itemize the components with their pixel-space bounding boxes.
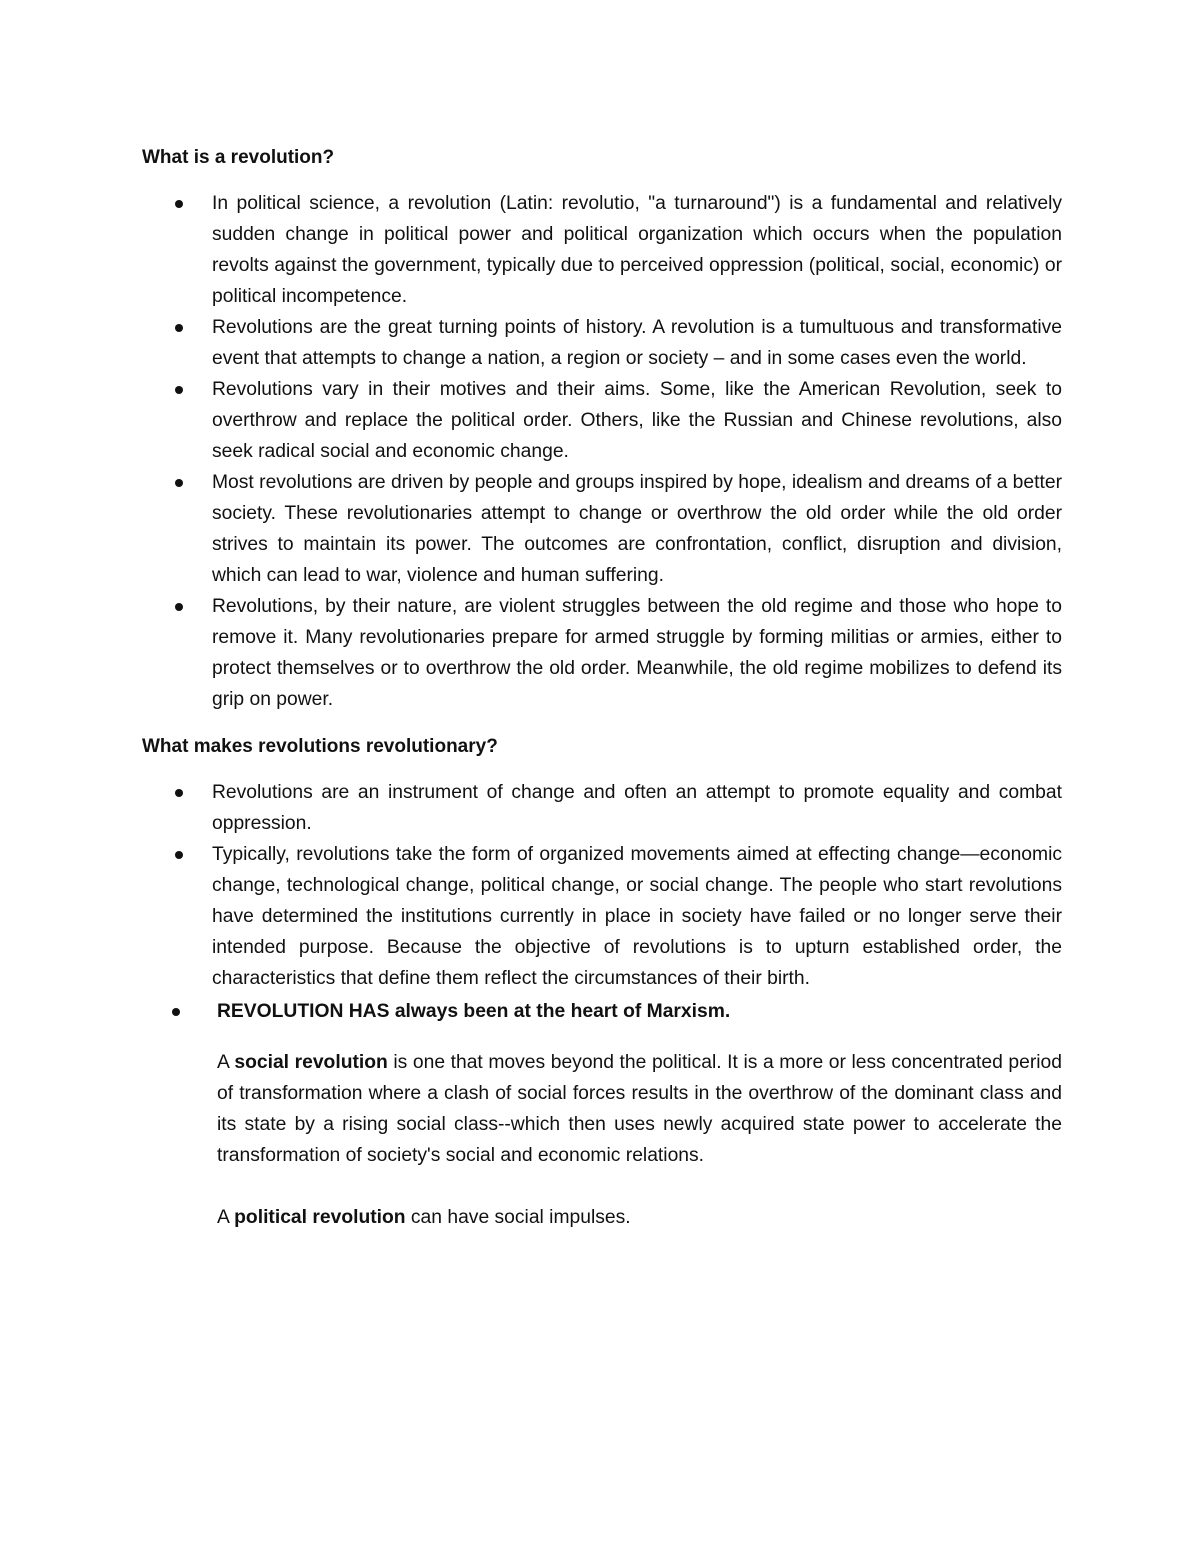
paragraph-body: is one that moves beyond the political. It is a more or less concentrated period of transformation where a clash of social forces results in the overthrow of the dominant class and its state by a rising social class--which then uses newly acquired state power to accelerate the transformation of society's social and economic relations. [217, 1052, 1062, 1166]
list-item-text: Revolutions are an instrument of change and often an attempt to promote equality and combat oppression. [212, 782, 1062, 834]
bullet-icon [175, 603, 183, 611]
political-revolution-paragraph [217, 1202, 1062, 1233]
bullet-icon [175, 789, 183, 797]
list-item [142, 777, 1062, 839]
bullet-icon [175, 324, 183, 332]
bullet-icon [175, 386, 183, 394]
social-revolution-paragraph [217, 1047, 1062, 1171]
list-item-text: Typically, revolutions take the form of organized movements aimed at effecting change—economic change, technological change, political change, or social change. The people who start revolutions have determined the institutions currently in place in society have failed or no longer serve their intended purpose. Because the objective of revolutions is to upturn established order, the characteristics that define them reflect the circumstances of their birth. [212, 844, 1062, 989]
bullet-icon [172, 1008, 180, 1016]
revolutionary-characteristics-list [142, 777, 1062, 1027]
paragraph-prefix: A [217, 1207, 235, 1228]
political-revolution-term: political revolution [234, 1207, 406, 1228]
heading-what-makes-revolutionary: What makes revolutions revolutionary? [142, 736, 498, 757]
paragraph-body: can have social impulses. [405, 1207, 631, 1228]
revolution-definition-list [142, 188, 1062, 715]
bullet-icon [175, 200, 183, 208]
list-item [142, 591, 1062, 715]
heading-what-is-revolution: What is a revolution? [142, 147, 335, 168]
bullet-icon [175, 479, 183, 487]
list-item-text: Most revolutions are driven by people and groups inspired by hope, idealism and dreams of a better society. These revolutionaries attempt to change or overthrow the old order while the old order strives to maintain its power. The outcomes are confrontation, conflict, disruption and division, which can lead to war, violence and human suffering. [212, 472, 1062, 586]
list-item-marxism [142, 996, 1062, 1027]
list-item [142, 312, 1062, 374]
social-revolution-term: social revolution [234, 1052, 388, 1073]
bullet-icon [175, 851, 183, 859]
list-item [142, 188, 1062, 312]
list-item-text: Revolutions, by their nature, are violent struggles between the old regime and those who hope to remove it. Many revolutionaries prepare for armed struggle by forming militias or armies, either to protect themselves or to overthrow the old order. Meanwhile, the old regime mobilizes to defend its grip on power. [212, 596, 1062, 710]
list-item-text: In political science, a revolution (Latin: revolutio, "a turnaround") is a fundamental and relatively sudden change in political power and political organization which occurs when the population revolts against the government, typically due to perceived oppression (political, social, economic) or political incompetence. [212, 193, 1062, 307]
list-item-text: REVOLUTION HAS always been at the heart of Marxism. [217, 1001, 731, 1022]
list-item [142, 467, 1062, 591]
list-item [142, 374, 1062, 467]
list-item-text: Revolutions vary in their motives and their aims. Some, like the American Revolution, seek to overthrow and replace the political order. Others, like the Russian and Chinese revolutions, also seek radical social and economic change. [212, 379, 1062, 462]
paragraph-prefix: A [217, 1052, 235, 1073]
list-item [142, 839, 1062, 994]
list-item-text: Revolutions are the great turning points of history. A revolution is a tumultuous and transformative event that attempts to change a nation, a region or society – and in some cases even the world. [212, 317, 1062, 369]
